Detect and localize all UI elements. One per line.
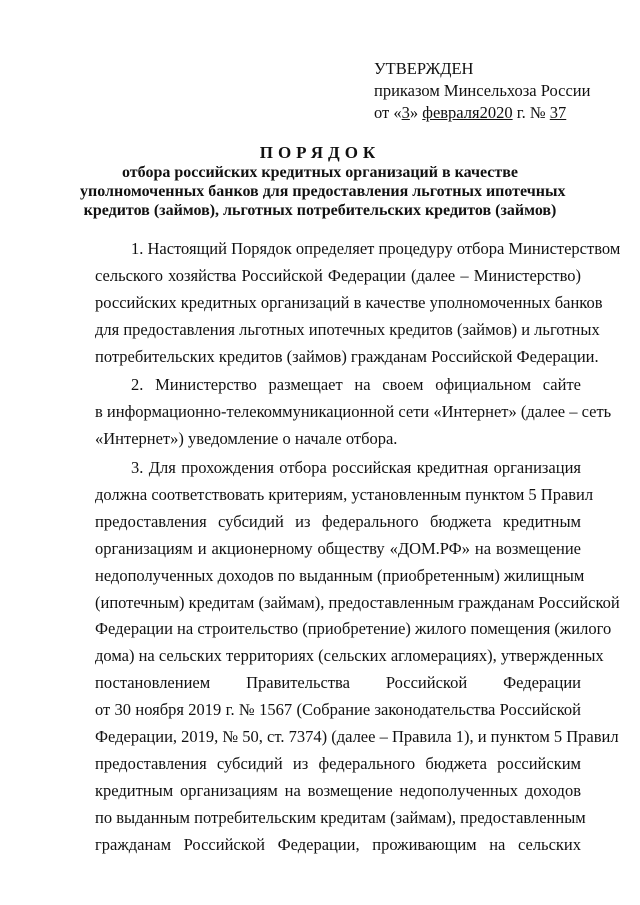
paragraph-1	[95, 236, 621, 370]
paragraph-2	[95, 372, 612, 453]
paragraph-line: 3. Для прохождения отбора российская кредитная организация	[131, 458, 581, 478]
document-body	[95, 236, 621, 860]
paragraph-3	[95, 455, 620, 858]
subtitle-line: уполномоченных банков для предоставления льготных ипотечных	[80, 183, 566, 200]
subtitle-line: кредитов (займов), льготных потребительских кредитов (займов)	[83, 202, 557, 219]
paragraph-line: «Интернет») уведомление о начале отбора.	[95, 429, 398, 449]
paragraph-line: организациям и акционерному обществу «ДОМ.РФ» на возмещение	[95, 538, 581, 558]
paragraph-line: недополученных доходов по выданным (приобретенным) жилищным	[95, 565, 585, 585]
paragraph-line: сельского хозяйства Российской Федерации (далее – Министерство)	[95, 265, 581, 285]
paragraph-line: Федерации, 2019, № 50, ст. 7374) (далее – Правила 1), и пунктом 5 Правил	[95, 727, 619, 747]
order-number: 37	[549, 103, 567, 122]
paragraph-line: 2. Министерство размещает на своем официальном сайте	[131, 375, 581, 395]
paragraph-line: в информационно-телекоммуникационной сети «Интернет» (далее – сеть	[95, 402, 612, 422]
paragraph-line: Федерации на строительство (приобретение) жилого помещения (жилого	[95, 619, 612, 639]
paragraph-line: предоставления субсидий из федерального бюджета кредитным	[95, 511, 581, 531]
document-subtitle	[80, 163, 566, 220]
document-title: ПОРЯДОК	[259, 143, 381, 162]
approval-heading: УТВЕРЖДЕН	[374, 59, 474, 78]
paragraph-line: потребительских кредитов (займов) гражданам Российской Федерации.	[95, 346, 599, 366]
paragraph-line: предоставления субсидий из федерального бюджета российским	[95, 753, 581, 773]
date-day: 3	[401, 103, 410, 122]
paragraph-line: дома) на сельских территориях (сельских агломерациях), утвержденных	[95, 646, 604, 666]
paragraph-line: 1. Настоящий Порядок определяет процедуру отбора Министерством	[131, 239, 621, 258]
paragraph-line: российских кредитных организаций в качестве уполномоченных банков	[95, 292, 603, 312]
paragraph-line: для предоставления льготных ипотечных кредитов (займов) и льготных	[95, 319, 600, 339]
paragraph-line: должна соответствовать критериям, установленным пунктом 5 Правил	[95, 485, 594, 505]
paragraph-line: (ипотечным) кредитам (займам), предоставленным гражданам Российской	[95, 592, 620, 612]
date-mid: »	[409, 103, 423, 122]
paragraph-line: гражданам Российской Федерации, проживающим на сельских	[95, 834, 581, 854]
paragraph-line: от 30 ноября 2019 г. № 1567 (Собрание законодательства Российской	[95, 700, 581, 720]
approval-order-line: приказом Минсельхоза России	[374, 81, 591, 100]
approval-date-line	[374, 102, 590, 124]
paragraph-line: по выданным потребительским кредитам (займам), предоставленным	[95, 807, 586, 827]
date-prefix: от «	[374, 103, 402, 122]
subtitle-line: отбора российских кредитных организаций в качестве	[122, 164, 518, 181]
date-month-year: февраля2020	[422, 103, 513, 122]
paragraph-line: постановлением Правительства Российской Федерации	[95, 673, 581, 693]
date-suffix: г. №	[512, 103, 550, 122]
approval-stamp	[374, 58, 590, 124]
paragraph-line: кредитным организациям на возмещение недополученных доходов	[95, 780, 581, 800]
